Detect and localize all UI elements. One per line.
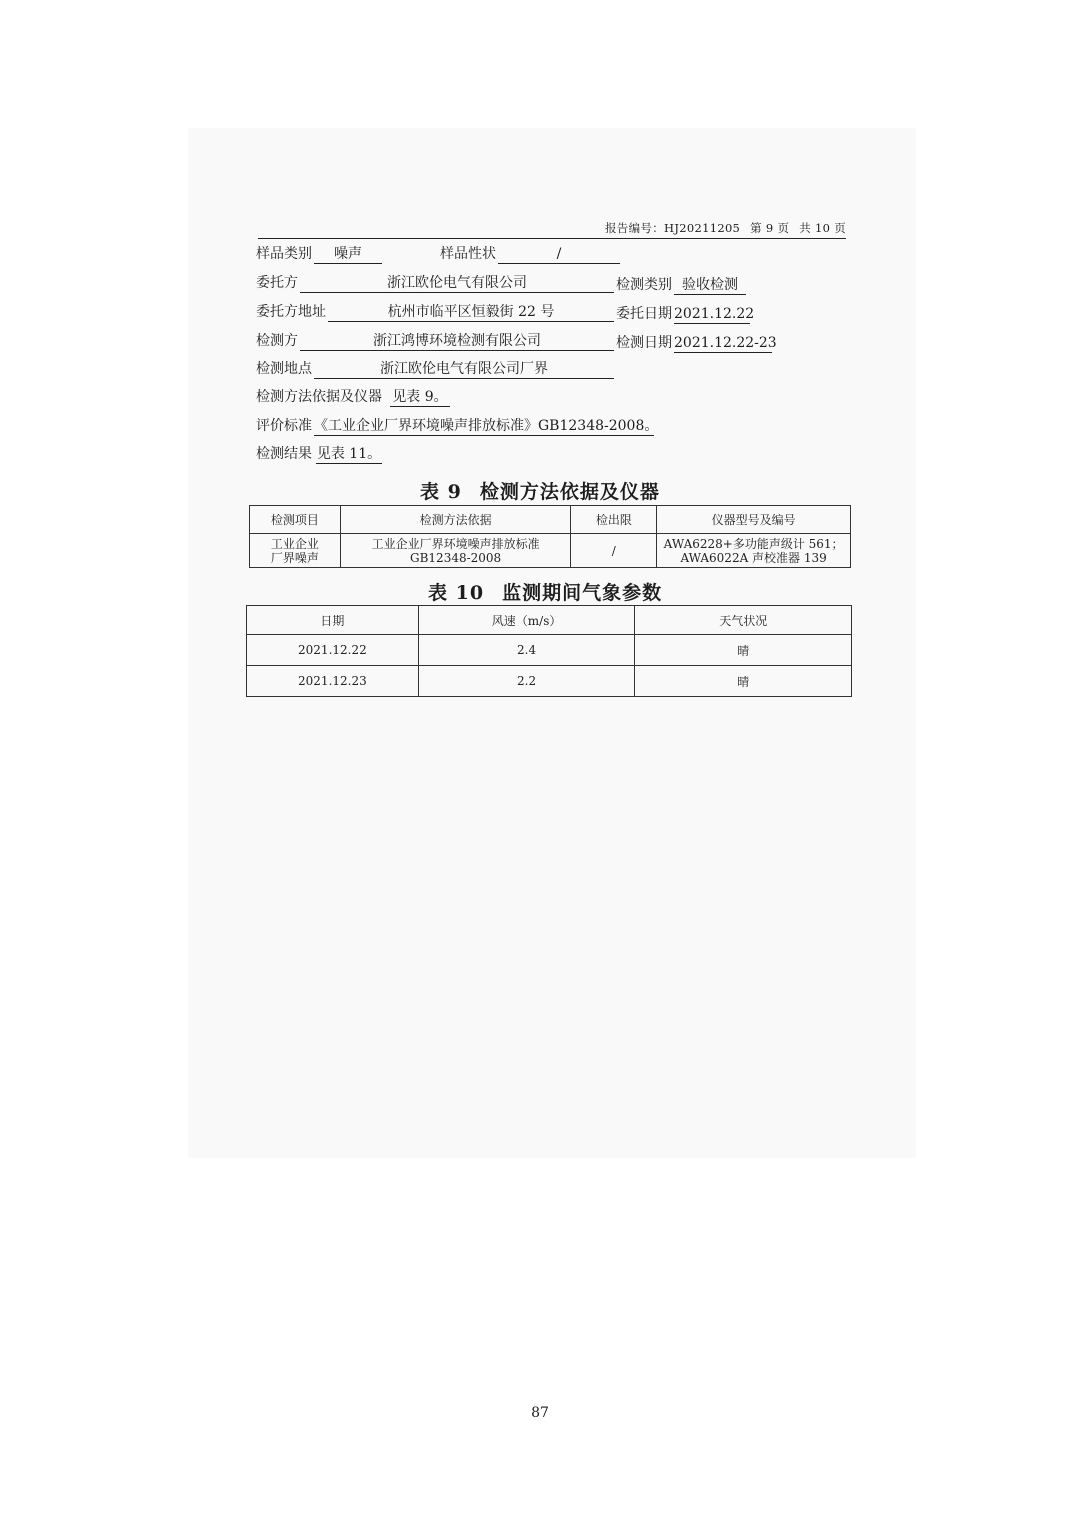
table9-header-cell: 检出限 [571, 506, 657, 534]
table9-header-row [250, 506, 851, 534]
table9-item-cell: 工业企业 厂界噪声 [250, 534, 341, 568]
weather-cell: 晴 [635, 666, 852, 697]
commission-date-field: 委托日期 2021.12.22 [616, 306, 755, 322]
table10-title: 表 10 监测期间气象参数 [428, 582, 663, 604]
table10-header-cell: 日期 [247, 606, 419, 635]
sample-nature-value: / [498, 245, 620, 264]
method-field: 检测方法依据及仪器 见表 9。 [256, 388, 382, 406]
table-row [247, 635, 852, 666]
table10-header-cell: 天气状况 [635, 606, 852, 635]
result-value: 见表 11。 [316, 446, 382, 462]
method-value: 见表 9。 [390, 388, 450, 407]
page-number: 87 [531, 1405, 549, 1421]
client-address-field: 委托方地址 杭州市临平区恒毅街 22 号 [256, 303, 326, 321]
standard-field: 评价标准 《工业企业厂界环境噪声排放标准》GB12348-2008。 [256, 418, 659, 434]
weather-cell: 晴 [635, 635, 852, 666]
date-cell: 2021.12.22 [247, 635, 419, 666]
wind-cell: 2.2 [418, 666, 635, 697]
date-cell: 2021.12.23 [247, 666, 419, 697]
result-field: 检测结果 见表 11。 [256, 446, 382, 462]
table9-header-cell: 仪器型号及编号 [657, 506, 851, 534]
table9-title: 表 9 检测方法依据及仪器 [420, 481, 660, 503]
wind-cell: 2.4 [418, 635, 635, 666]
table-row [250, 534, 851, 568]
test-type-value: 验收检测 [674, 276, 746, 295]
page-indicator: 第 9 页 [750, 221, 790, 235]
table9-header-cell: 检测项目 [250, 506, 341, 534]
table-row [247, 666, 852, 697]
table9-method-cell: 工业企业厂界环境噪声排放标准 GB12348-2008 [340, 534, 571, 568]
sample-nature-field: 样品性状 / [440, 245, 496, 263]
table10-header-cell: 风速（m/s） [418, 606, 635, 635]
table9 [249, 505, 851, 568]
total-pages: 共 10 页 [799, 221, 846, 235]
client-address-value: 杭州市临平区恒毅街 22 号 [328, 303, 614, 322]
client-field: 委托方 浙江欧伦电气有限公司 [256, 274, 298, 292]
commission-date-value: 2021.12.22 [674, 306, 755, 322]
sample-type-field: 样品类别 噪声 [256, 245, 312, 263]
standard-value: 《工业企业厂界环境噪声排放标准》GB12348-2008。 [314, 418, 659, 434]
tester-field: 检测方 浙江鸿博环境检测有限公司 [256, 332, 298, 350]
table10 [246, 605, 852, 697]
report-number: 报告编号：HJ20211205 [605, 221, 741, 235]
location-field: 检测地点 浙江欧伦电气有限公司厂界 [256, 360, 312, 378]
report-header [258, 218, 846, 239]
location-value: 浙江欧伦电气有限公司厂界 [314, 360, 614, 379]
table10-header-row [247, 606, 852, 635]
table9-limit-cell: / [571, 534, 657, 568]
tester-value: 浙江鸿博环境检测有限公司 [300, 332, 614, 351]
table9-header-cell: 检测方法依据 [340, 506, 571, 534]
table9-instrument-cell: AWA6228+多功能声级计 561； AWA6022A 声校准器 139 [657, 534, 851, 568]
sample-type-value: 噪声 [314, 245, 382, 264]
test-date-field: 检测日期 2021.12.22-23 [616, 335, 777, 351]
test-type-field: 检测类别 验收检测 [616, 276, 672, 294]
client-value: 浙江欧伦电气有限公司 [300, 274, 614, 293]
test-date-value: 2021.12.22-23 [674, 335, 777, 351]
